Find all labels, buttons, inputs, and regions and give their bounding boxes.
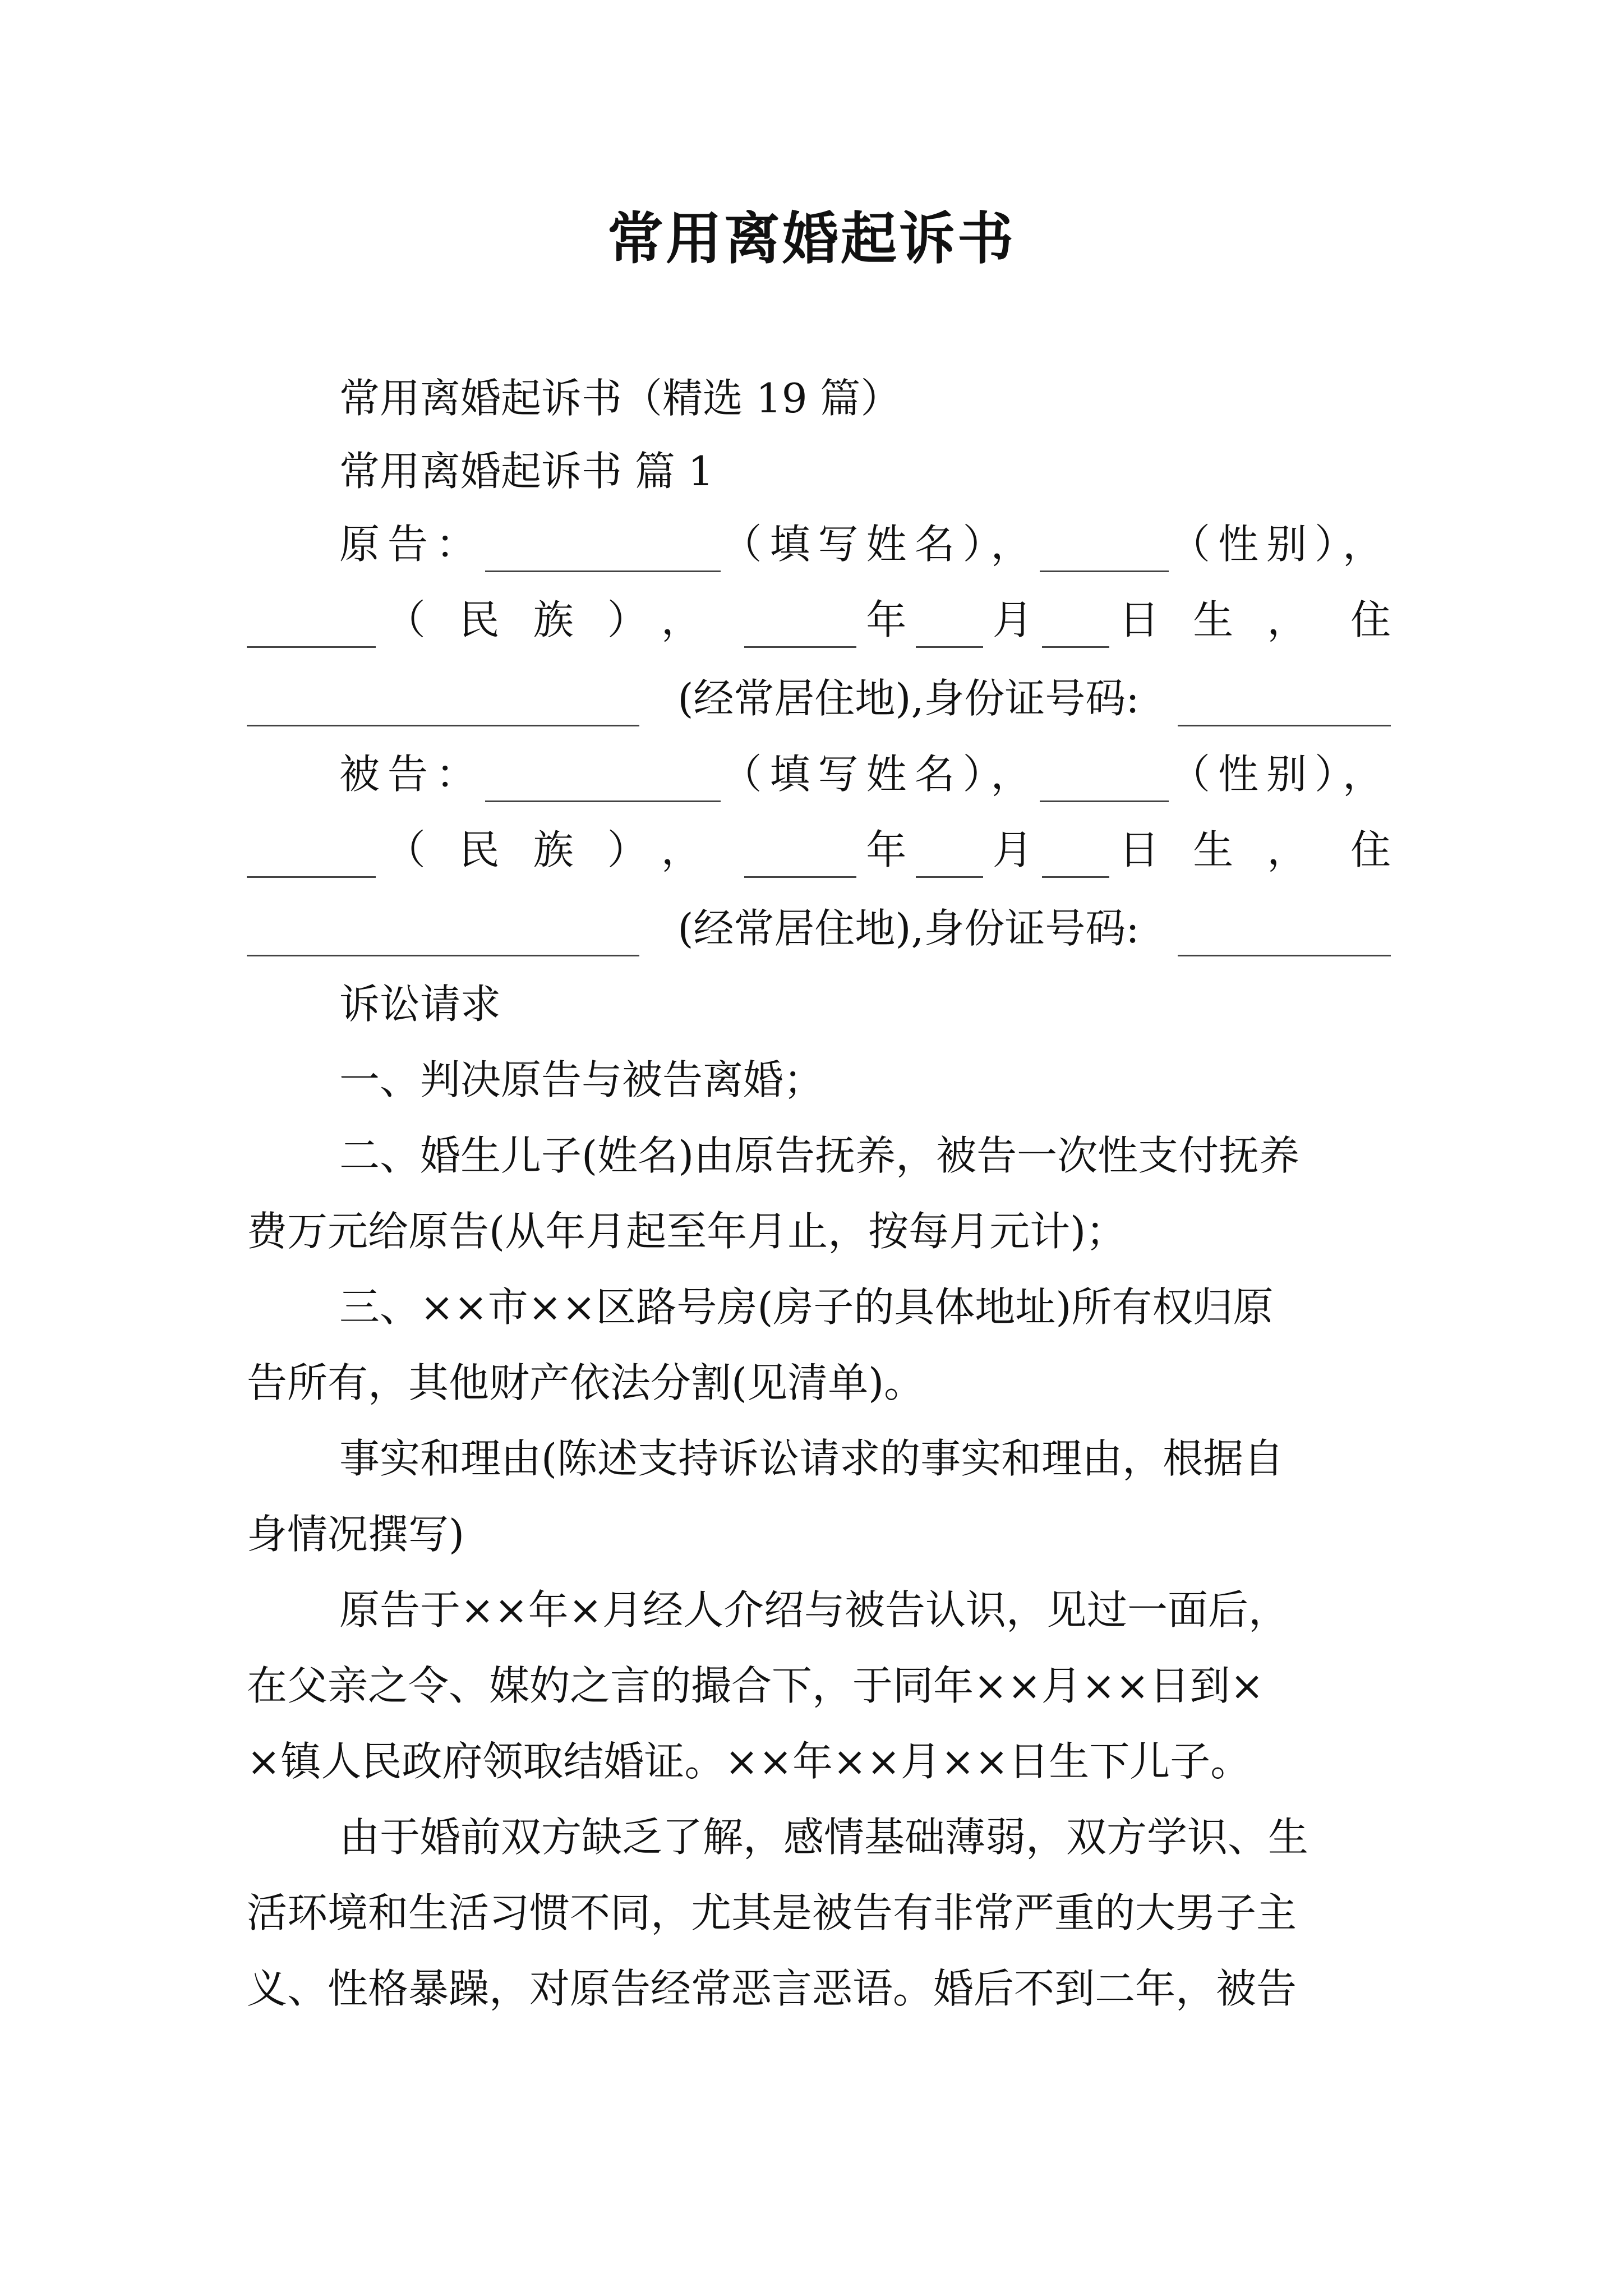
defendant-line-2 <box>247 822 1391 878</box>
plaintiff-name-hint: （填写姓名）， <box>721 521 1039 568</box>
defendant-month-blank <box>916 831 983 878</box>
plaintiff-year-blank <box>744 601 856 648</box>
defendant-residence-blank <box>247 910 639 956</box>
claim-3-line-1: 三、××市××区路号房(房子的具体地址)所有权归原 <box>339 1283 1274 1331</box>
paragraph-1-line-1: 原告于××年×月经人介绍与被告认识，见过一面后， <box>339 1586 1289 1634</box>
defendant-ethnicity-blank <box>247 831 376 878</box>
defendant-gender-hint: （性别）， <box>1169 751 1391 798</box>
plaintiff-residence-hint: (经常居住地),身份证号码: <box>677 675 1140 722</box>
plaintiff-residence-blank <box>247 680 639 726</box>
paragraph-2-line-2: 活环境和生活习惯不同，尤其是被告有非常严重的大男子主 <box>247 1889 1297 1936</box>
defendant-residence-hint: (经常居住地),身份证号码: <box>677 905 1140 952</box>
plaintiff-label: 原告： <box>339 521 485 568</box>
claim-3-line-2: 告所有，其他财产依法分割(见清单)。 <box>247 1359 925 1406</box>
defendant-name-hint: （填写姓名）， <box>721 751 1039 798</box>
plaintiff-year-label: 年 <box>866 596 907 643</box>
plaintiff-id-blank <box>1178 680 1391 726</box>
plaintiff-gender-hint: （性别）， <box>1169 521 1391 568</box>
paragraph-1-line-3: ×镇人民政府领取结婚证。××年××月××日生下儿子。 <box>247 1738 1251 1785</box>
plaintiff-line-1 <box>339 516 1391 572</box>
defendant-line-3 <box>247 900 1391 956</box>
paragraph-2-line-3: 义、性格暴躁，对原告经常恶言恶语。婚后不到二年，被告 <box>247 1965 1297 2012</box>
defendant-line-1 <box>339 746 1391 802</box>
plaintiff-ethnicity-hint: （民族）， <box>385 596 735 643</box>
document-title: 常用离婚起诉书 <box>607 205 1016 272</box>
plaintiff-name-blank <box>485 526 721 572</box>
defendant-month-label: 月 <box>992 826 1033 873</box>
plaintiff-ethnicity-blank <box>247 601 376 648</box>
defendant-gender-blank <box>1040 756 1169 802</box>
plaintiff-month-blank <box>916 601 983 648</box>
claims-heading: 诉讼请求 <box>339 981 501 1028</box>
plaintiff-line-2 <box>247 592 1391 648</box>
plaintiff-day-blank <box>1042 601 1109 648</box>
section-heading: 常用离婚起诉书 篇 1 <box>339 448 714 495</box>
defendant-year-blank <box>744 831 856 878</box>
claim-2-line-2: 费万元给原告(从年月起至年月止，按每月元计)； <box>247 1208 1127 1255</box>
defendant-id-blank <box>1178 910 1391 956</box>
claim-2-line-1: 二、婚生儿子(姓名)由原告抚养，被告一次性支付抚养 <box>339 1132 1300 1179</box>
plaintiff-live-label: 住 <box>1350 596 1391 643</box>
defendant-name-blank <box>485 756 721 802</box>
claim-1: 一、判决原告与被告离婚； <box>339 1056 824 1103</box>
document-subtitle: 常用离婚起诉书（精选 19 篇） <box>339 375 901 422</box>
defendant-day-blank <box>1042 831 1109 878</box>
defendant-born-label: 日生， <box>1119 826 1341 873</box>
defendant-label: 被告： <box>339 751 485 798</box>
defendant-ethnicity-hint: （民族）， <box>385 826 735 873</box>
facts-heading-line-1: 事实和理由(陈述支持诉讼请求的事实和理由，根据自 <box>339 1435 1284 1482</box>
defendant-live-label: 住 <box>1350 826 1391 873</box>
paragraph-1-line-2: 在父亲之令、媒妁之言的撮合下，于同年××月××日到× <box>247 1662 1264 1709</box>
plaintiff-line-3 <box>247 670 1391 726</box>
plaintiff-gender-blank <box>1040 526 1169 572</box>
facts-heading-line-2: 身情况撰写) <box>247 1511 465 1558</box>
defendant-year-label: 年 <box>866 826 907 873</box>
plaintiff-born-label: 日生， <box>1119 596 1341 643</box>
plaintiff-month-label: 月 <box>992 596 1033 643</box>
paragraph-2-line-1: 由于婚前双方缺乏了解，感情基础薄弱，双方学识、生 <box>339 1814 1309 1861</box>
